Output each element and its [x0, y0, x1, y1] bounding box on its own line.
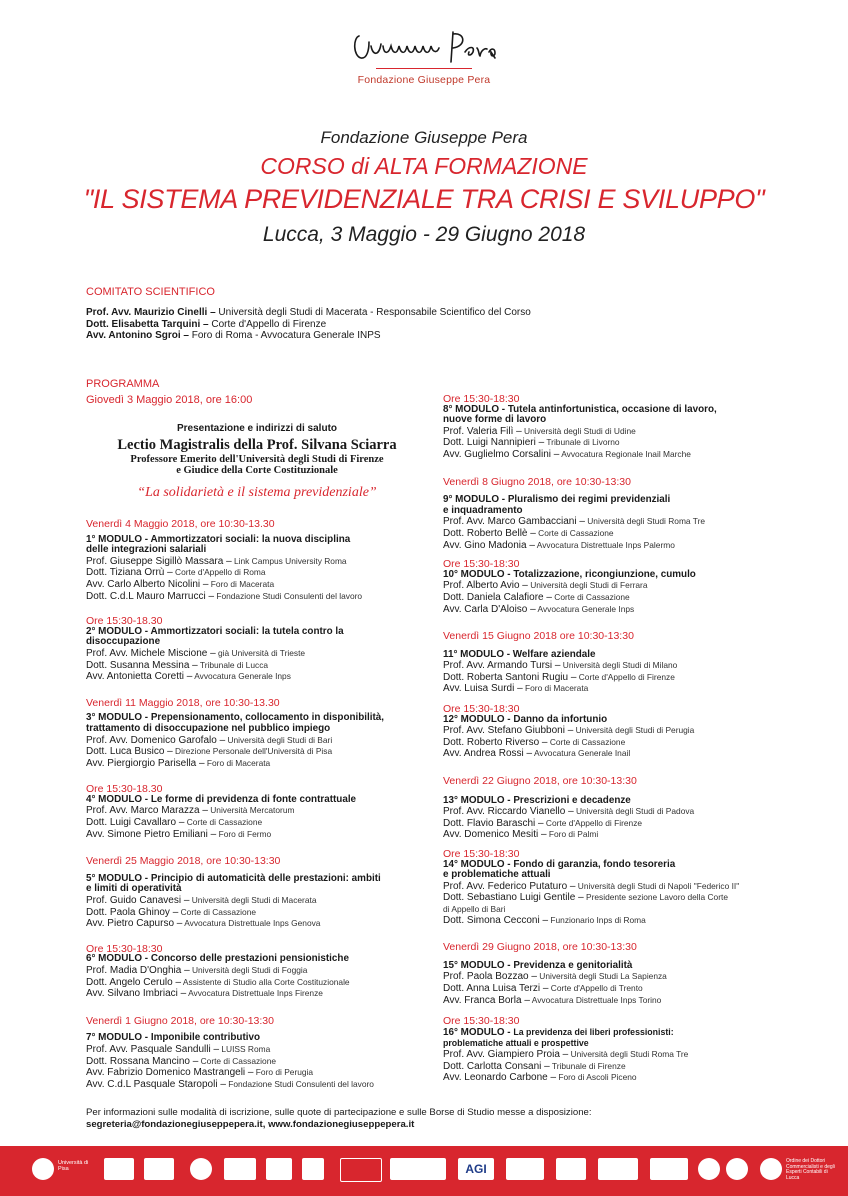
- left-column: [86, 519, 436, 1090]
- sponsor-logo-icon: [506, 1158, 544, 1180]
- session-time: Ore 15:30-18:30: [443, 558, 520, 571]
- speaker: Prof. Paola Bozzao – Università degli Studi La Sapienza: [443, 971, 667, 983]
- sponsor-logo-icon: [390, 1158, 446, 1180]
- speaker: Dott. C.d.L Mauro Marrucci – Fondazione Studi Consulenti del lavoro: [86, 590, 363, 602]
- speaker: Avv. Carla D'Aloiso – Avvocatura Generale Inps: [443, 603, 635, 615]
- module-title: 9° MODULO - Pluralismo dei regimi previdenziali: [443, 494, 671, 506]
- opening-date: Giovedì 3 Maggio 2018, ore 16:00: [86, 394, 253, 406]
- speaker: Prof. Avv. Pasquale Sandulli – LUISS Roma: [86, 1043, 271, 1055]
- speaker: Avv. Domenico Mesiti – Foro di Palmi: [443, 829, 599, 841]
- speaker: Dott. Anna Luisa Terzi – Corte d'Appello di Trento: [443, 982, 643, 994]
- footer-contacts[interactable]: segreteria@fondazionegiuseppepera.it, www.fondazionegiuseppepera.it: [86, 1119, 415, 1130]
- right-column: [443, 394, 783, 1084]
- module-title: 3° MODULO - Prepensionamento, collocamento in disponibilità,: [86, 712, 385, 724]
- module-title: delle integrazioni salariali: [86, 544, 207, 556]
- speaker: Dott. Simona Cecconi – Funzionario Inps di Roma: [443, 914, 646, 926]
- module-title: 1° MODULO - Ammortizzatori sociali: la nuova disciplina: [86, 533, 351, 545]
- speaker: Dott. Rossana Mancino – Corte di Cassazione: [86, 1055, 277, 1067]
- signature-icon: [349, 22, 499, 68]
- course-type: CORSO di ALTA FORMAZIONE: [260, 153, 588, 179]
- speaker: Avv. Leonardo Carbone – Foro di Ascoli Piceno: [443, 1072, 637, 1084]
- speaker: Avv. Franca Borla – Avvocatura Distrettuale Inps Torino: [443, 994, 662, 1006]
- comitato-member: Prof. Avv. Maurizio Cinelli – Università degli Studi di Macerata - Responsabile Scientifico del Corso: [86, 307, 531, 318]
- sponsor-seal-icon: [726, 1158, 748, 1180]
- speaker: Dott. Daniela Calafiore – Corte di Cassazione: [443, 591, 630, 603]
- university-seal-icon: [32, 1158, 54, 1180]
- place-dates: Lucca, 3 Maggio - 29 Giugno 2018: [262, 223, 586, 246]
- foundation-logo: [0, 22, 848, 86]
- speaker: Prof. Avv. Stefano Giubboni – Università degli Studi di Perugia: [443, 725, 695, 737]
- speaker: Prof. Avv. Giampiero Proia – Università degli Studi Roma Tre: [443, 1048, 689, 1060]
- sponsor-logo-icon: [650, 1158, 688, 1180]
- speaker: Avv. Pietro Capurso – Avvocatura Distrettuale Inps Genova: [86, 918, 321, 930]
- opening-subtitle: Presentazione e indirizzi di saluto: [176, 423, 338, 434]
- logo-odcec: Ordine dei Dottori Commercialisti e degli Esperti Contabili di Lucca: [786, 1158, 835, 1181]
- session-date: Venerdì 1 Giugno 2018, ore 10:30-13:30: [86, 1014, 274, 1027]
- sponsor-seal-icon: [190, 1158, 212, 1180]
- footer-info-text: Per informazioni sulle modalità di iscrizione, sulle quote di partecipazione e sulle Borse di Studio messe a disposizione:: [86, 1107, 592, 1118]
- speaker: Avv. Fabrizio Domenico Mastrangeli – Foro di Perugia: [86, 1067, 314, 1079]
- comitato-member: Avv. Antonino Sgroi – Foro di Roma - Avvocatura Generale INPS: [86, 330, 381, 341]
- odcec-seal-icon: [760, 1158, 782, 1180]
- sponsor-logos-bar: [0, 1146, 848, 1196]
- sponsor-logo-icon: [556, 1158, 586, 1180]
- speaker: Avv. Silvano Imbriaci – Avvocatura Distrettuale Inps Firenze: [86, 988, 323, 1000]
- sponsor-seal-icon: [698, 1158, 720, 1180]
- module-title: e limiti di operatività: [86, 883, 182, 895]
- speaker: Dott. Luigi Cavallaro – Corte di Cassazione: [86, 817, 263, 829]
- module-title: 5° MODULO - Principio di automaticità delle prestazioni: ambiti: [86, 872, 381, 884]
- signature-divider: [376, 68, 472, 69]
- module-title: 4° MODULO - Le forme di previdenza di fonte contrattuale: [86, 793, 357, 805]
- module-title: 8° MODULO - Tutela antinfortunistica, occasione di lavoro,: [443, 403, 717, 415]
- footer-info: [86, 1107, 786, 1131]
- sponsor-logo-icon: [104, 1158, 134, 1180]
- speaker: Avv. Piergiorgio Parisella – Foro di Macerata: [86, 757, 271, 769]
- lectio-subtitle: Professore Emerito dell'Università degli Studi di Firenze e Giudice della Corte Costituzionale: [130, 454, 384, 476]
- speaker: Avv. Gino Madonia – Avvocatura Distrettuale Inps Palermo: [443, 539, 675, 551]
- module-title: e problematiche attuali: [443, 869, 551, 881]
- speaker: Avv. Andrea Rossi – Avvocatura Generale Inail: [443, 748, 631, 760]
- comitato-member: Dott. Elisabetta Tarquini – Corte d'Appello di Firenze: [86, 318, 327, 330]
- module-title: 15° MODULO - Previdenza e genitorialità: [443, 959, 633, 971]
- speaker-affiliation: di Appello di Bari: [443, 903, 506, 914]
- module-title: 2° MODULO - Ammortizzatori sociali: la tutela contro la: [86, 625, 344, 637]
- speaker: Dott. Paola Ghinoy – Corte di Cassazione: [86, 906, 257, 918]
- speaker: Avv. Simone Pietro Emiliani – Foro di Fermo: [86, 828, 272, 840]
- module-title: e inquadramento: [443, 504, 523, 516]
- logo-university: Università di Pisa: [58, 1160, 89, 1172]
- module-title: 13° MODULO - Prescrizioni e decadenze: [443, 794, 631, 806]
- module-title: problematiche attuali e prospettive: [443, 1038, 589, 1049]
- session-time: Ore 15:30-18:30: [443, 703, 520, 716]
- speaker: Avv. Luisa Surdi – Foro di Macerata: [443, 683, 589, 695]
- speaker: Dott. Susanna Messina – Tribunale di Lucca: [86, 659, 269, 671]
- speaker: Avv. Antonietta Coretti – Avvocatura Generale Inps: [86, 671, 291, 683]
- sponsor-logo-icon: [266, 1158, 292, 1180]
- lectio-topic: “La solidarietà e il sistema previdenziale”: [137, 485, 377, 500]
- speaker: Dott. Roberto Bellè – Corte di Cassazione: [443, 527, 614, 539]
- speaker: Dott. Luca Busico – Direzione Personale dell'Università di Pisa: [86, 746, 333, 758]
- speaker: Dott. Carlotta Consani – Tribunale di Firenze: [443, 1060, 626, 1072]
- session-date: Venerdì 11 Maggio 2018, ore 10:30-13.30: [86, 696, 280, 709]
- session-date: Venerdì 29 Giugno 2018, ore 10:30-13:30: [443, 941, 637, 954]
- sponsor-logo-icon: [302, 1158, 324, 1180]
- module-title: 7° MODULO - Imponibile contributivo: [86, 1032, 261, 1044]
- session-date: Venerdì 15 Giugno 2018 ore 10:30-13:30: [443, 630, 634, 643]
- programma-title: PROGRAMMA: [86, 378, 160, 390]
- speaker: Prof. Guido Canavesi – Università degli Studi di Macerata: [86, 895, 317, 907]
- lectio-title: Lectio Magistralis della Prof. Silvana Sciarra: [117, 437, 397, 453]
- speaker: Dott. Sebastiano Luigi Gentile – Presidente sezione Lavoro della Corte: [443, 892, 728, 904]
- speaker: Avv. C.d.L Pasquale Staropoli – Fondazione Studi Consulenti del lavoro: [86, 1078, 374, 1090]
- speaker: Prof. Avv. Michele Miscione – già Università di Trieste: [86, 647, 306, 659]
- speaker: Prof. Avv. Marco Marazza – Università Mercatorum: [86, 805, 295, 817]
- session-time: Ore 15:30-18:30: [86, 942, 163, 955]
- signature-label: Fondazione Giuseppe Pera: [357, 74, 491, 86]
- speaker: Prof. Avv. Armando Tursi – Università degli Studi di Milano: [443, 660, 678, 672]
- speaker: Dott. Roberta Santoni Rugiu – Corte d'Appello di Firenze: [443, 671, 675, 683]
- session-date: Venerdì 8 Giugno 2018, ore 10:30-13:30: [443, 475, 631, 488]
- sponsor-logo-icon: [340, 1158, 382, 1182]
- speaker: Dott. Luigi Nannipieri – Tribunale di Livorno: [443, 437, 620, 449]
- comitato-list: [86, 307, 531, 342]
- module-title: 6° MODULO - Concorso delle prestazioni pensionistiche: [86, 953, 349, 965]
- session-time: Ore 15:30-18:30: [443, 393, 520, 405]
- session-time: Ore 15:30-18.30: [86, 783, 163, 796]
- speaker: Dott. Roberto Riverso – Corte di Cassazione: [443, 736, 626, 748]
- speaker: Prof. Avv. Federico Putaturo – Università degli Studi di Napoli "Federico II": [443, 880, 740, 892]
- speaker: Prof. Giuseppe Sigillò Massara – Link Campus University Roma: [86, 555, 347, 567]
- speaker: Avv. Guglielmo Corsalini – Avvocatura Regionale Inail Marche: [443, 448, 691, 460]
- speaker: Prof. Valeria Filì – Università degli Studi di Udine: [443, 425, 636, 437]
- speaker: Dott. Tiziana Orrù – Corte d'Appello di Roma: [86, 567, 266, 579]
- comitato-title: COMITATO SCIENTIFICO: [86, 286, 215, 298]
- speaker: Prof. Avv. Domenico Garofalo – Università degli Studi di Bari: [86, 734, 333, 746]
- speaker: Prof. Madia D'Onghia – Università degli Studi di Foggia: [86, 965, 308, 976]
- speaker: Avv. Carlo Alberto Nicolini – Foro di Macerata: [86, 578, 275, 590]
- module-title: disoccupazione: [86, 636, 161, 648]
- sponsor-logo-icon: [224, 1158, 256, 1180]
- module-title: 16° MODULO - La previdenza dei liberi professionisti:: [443, 1026, 674, 1038]
- module-title: 10° MODULO - Totalizzazione, ricongiunzione, cumulo: [443, 568, 696, 580]
- speaker: Prof. Alberto Avio – Università degli Studi di Ferrara: [443, 580, 648, 592]
- session-date: Venerdì 22 Giugno 2018, ore 10:30-13:30: [443, 775, 637, 788]
- foundation-name: Fondazione Giuseppe Pera: [320, 128, 528, 147]
- session-date: Venerdì 4 Maggio 2018, ore 10:30-13.30: [86, 518, 275, 530]
- speaker: Dott. Angelo Cerulo – Assistente di Studio alla Corte Costituzionale: [86, 976, 350, 988]
- module-title: 14° MODULO - Fondo di garanzia, fondo tesoreria: [443, 858, 676, 870]
- speaker: Dott. Flavio Baraschi – Corte d'Appello di Firenze: [443, 817, 643, 829]
- session-time: Ore 15:30-18.30: [86, 615, 163, 628]
- module-title: trattamento di disoccupazione nel pubblico impiego: [86, 722, 331, 734]
- sponsor-logo-icon: [144, 1158, 174, 1180]
- agi-logo: AGI: [458, 1158, 494, 1180]
- session-date: Venerdì 25 Maggio 2018, ore 10:30-13:30: [86, 855, 281, 868]
- module-title: 11° MODULO - Welfare aziendale: [443, 648, 596, 660]
- speaker: Prof. Avv. Marco Gambacciani – Università degli Studi Roma Tre: [443, 516, 706, 528]
- session-time: Ore 15:30-18:30: [443, 848, 520, 860]
- session-time: Ore 15:30-18:30: [443, 1015, 520, 1028]
- speaker: Prof. Avv. Riccardo Vianello – Università degli Studi di Padova: [443, 806, 695, 818]
- module-title: nuove forme di lavoro: [443, 414, 547, 426]
- sponsor-logo-icon: [598, 1158, 638, 1180]
- course-title: "IL SISTEMA PREVIDENZIALE TRA CRISI E SVILUPPO": [83, 184, 765, 214]
- module-title: 12° MODULO - Danno da infortunio: [443, 713, 608, 725]
